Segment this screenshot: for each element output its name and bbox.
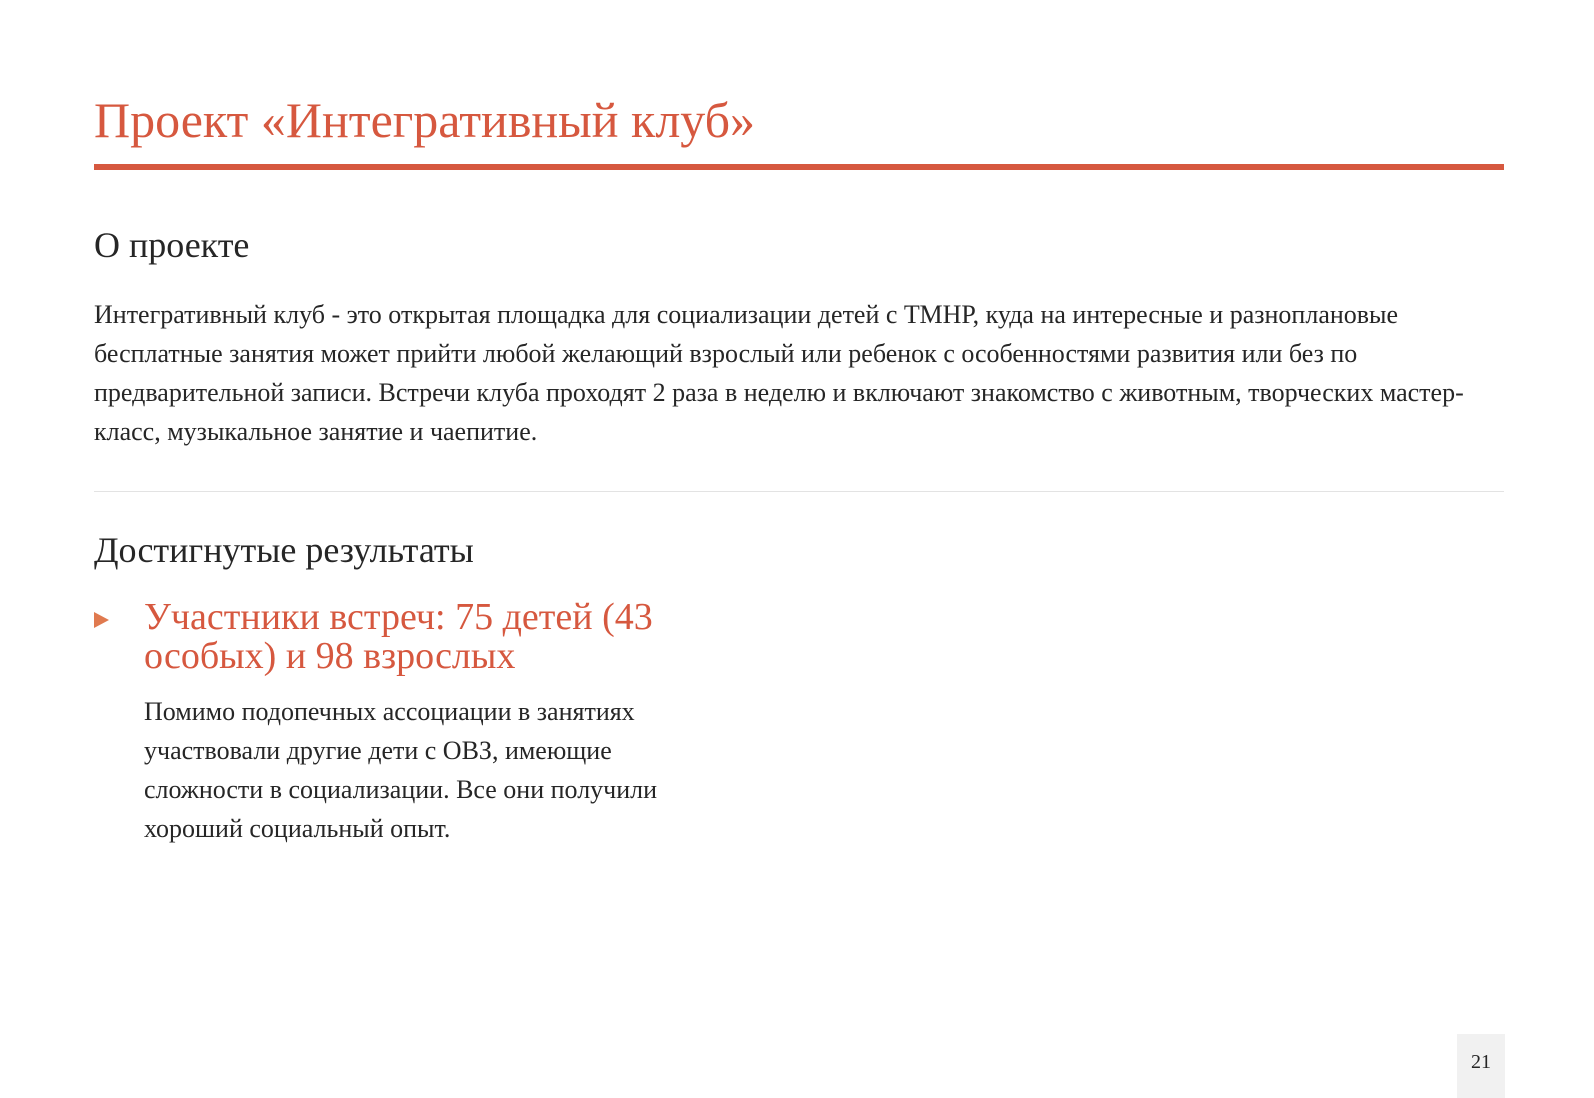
results-heading: Достигнутые результаты [94,530,474,570]
triangle-bullet-icon [94,612,109,628]
section-divider [94,491,1504,492]
result-title: Участники встреч: 75 детей (43 особых) и 98 взрослых [144,596,653,677]
page-number: 21 [1457,1034,1505,1098]
title-underline [94,164,1504,170]
slide-title: Проект «Интегративный клуб» [94,92,756,148]
about-heading: О проекте [94,225,250,265]
about-text: Интегративный клуб - это открытая площадка для социализации детей с ТМНР, куда на интересные и разноплановые бесплатные занятия может прийти любой желающий взрослый или ребенок с особенностями развития или без по предварительной записи. Встречи клуба проходят 2 раза в неделю и включают знакомство с животным, творческих мастер-класс, музыкальное занятие и чаепитие. [94,300,1464,446]
result-description: Помимо подопечных ассоциации в занятиях участвовали другие дети с ОВЗ, имеющие сложности в социализации. Все они получили хороший социальный опыт. [144,697,658,843]
